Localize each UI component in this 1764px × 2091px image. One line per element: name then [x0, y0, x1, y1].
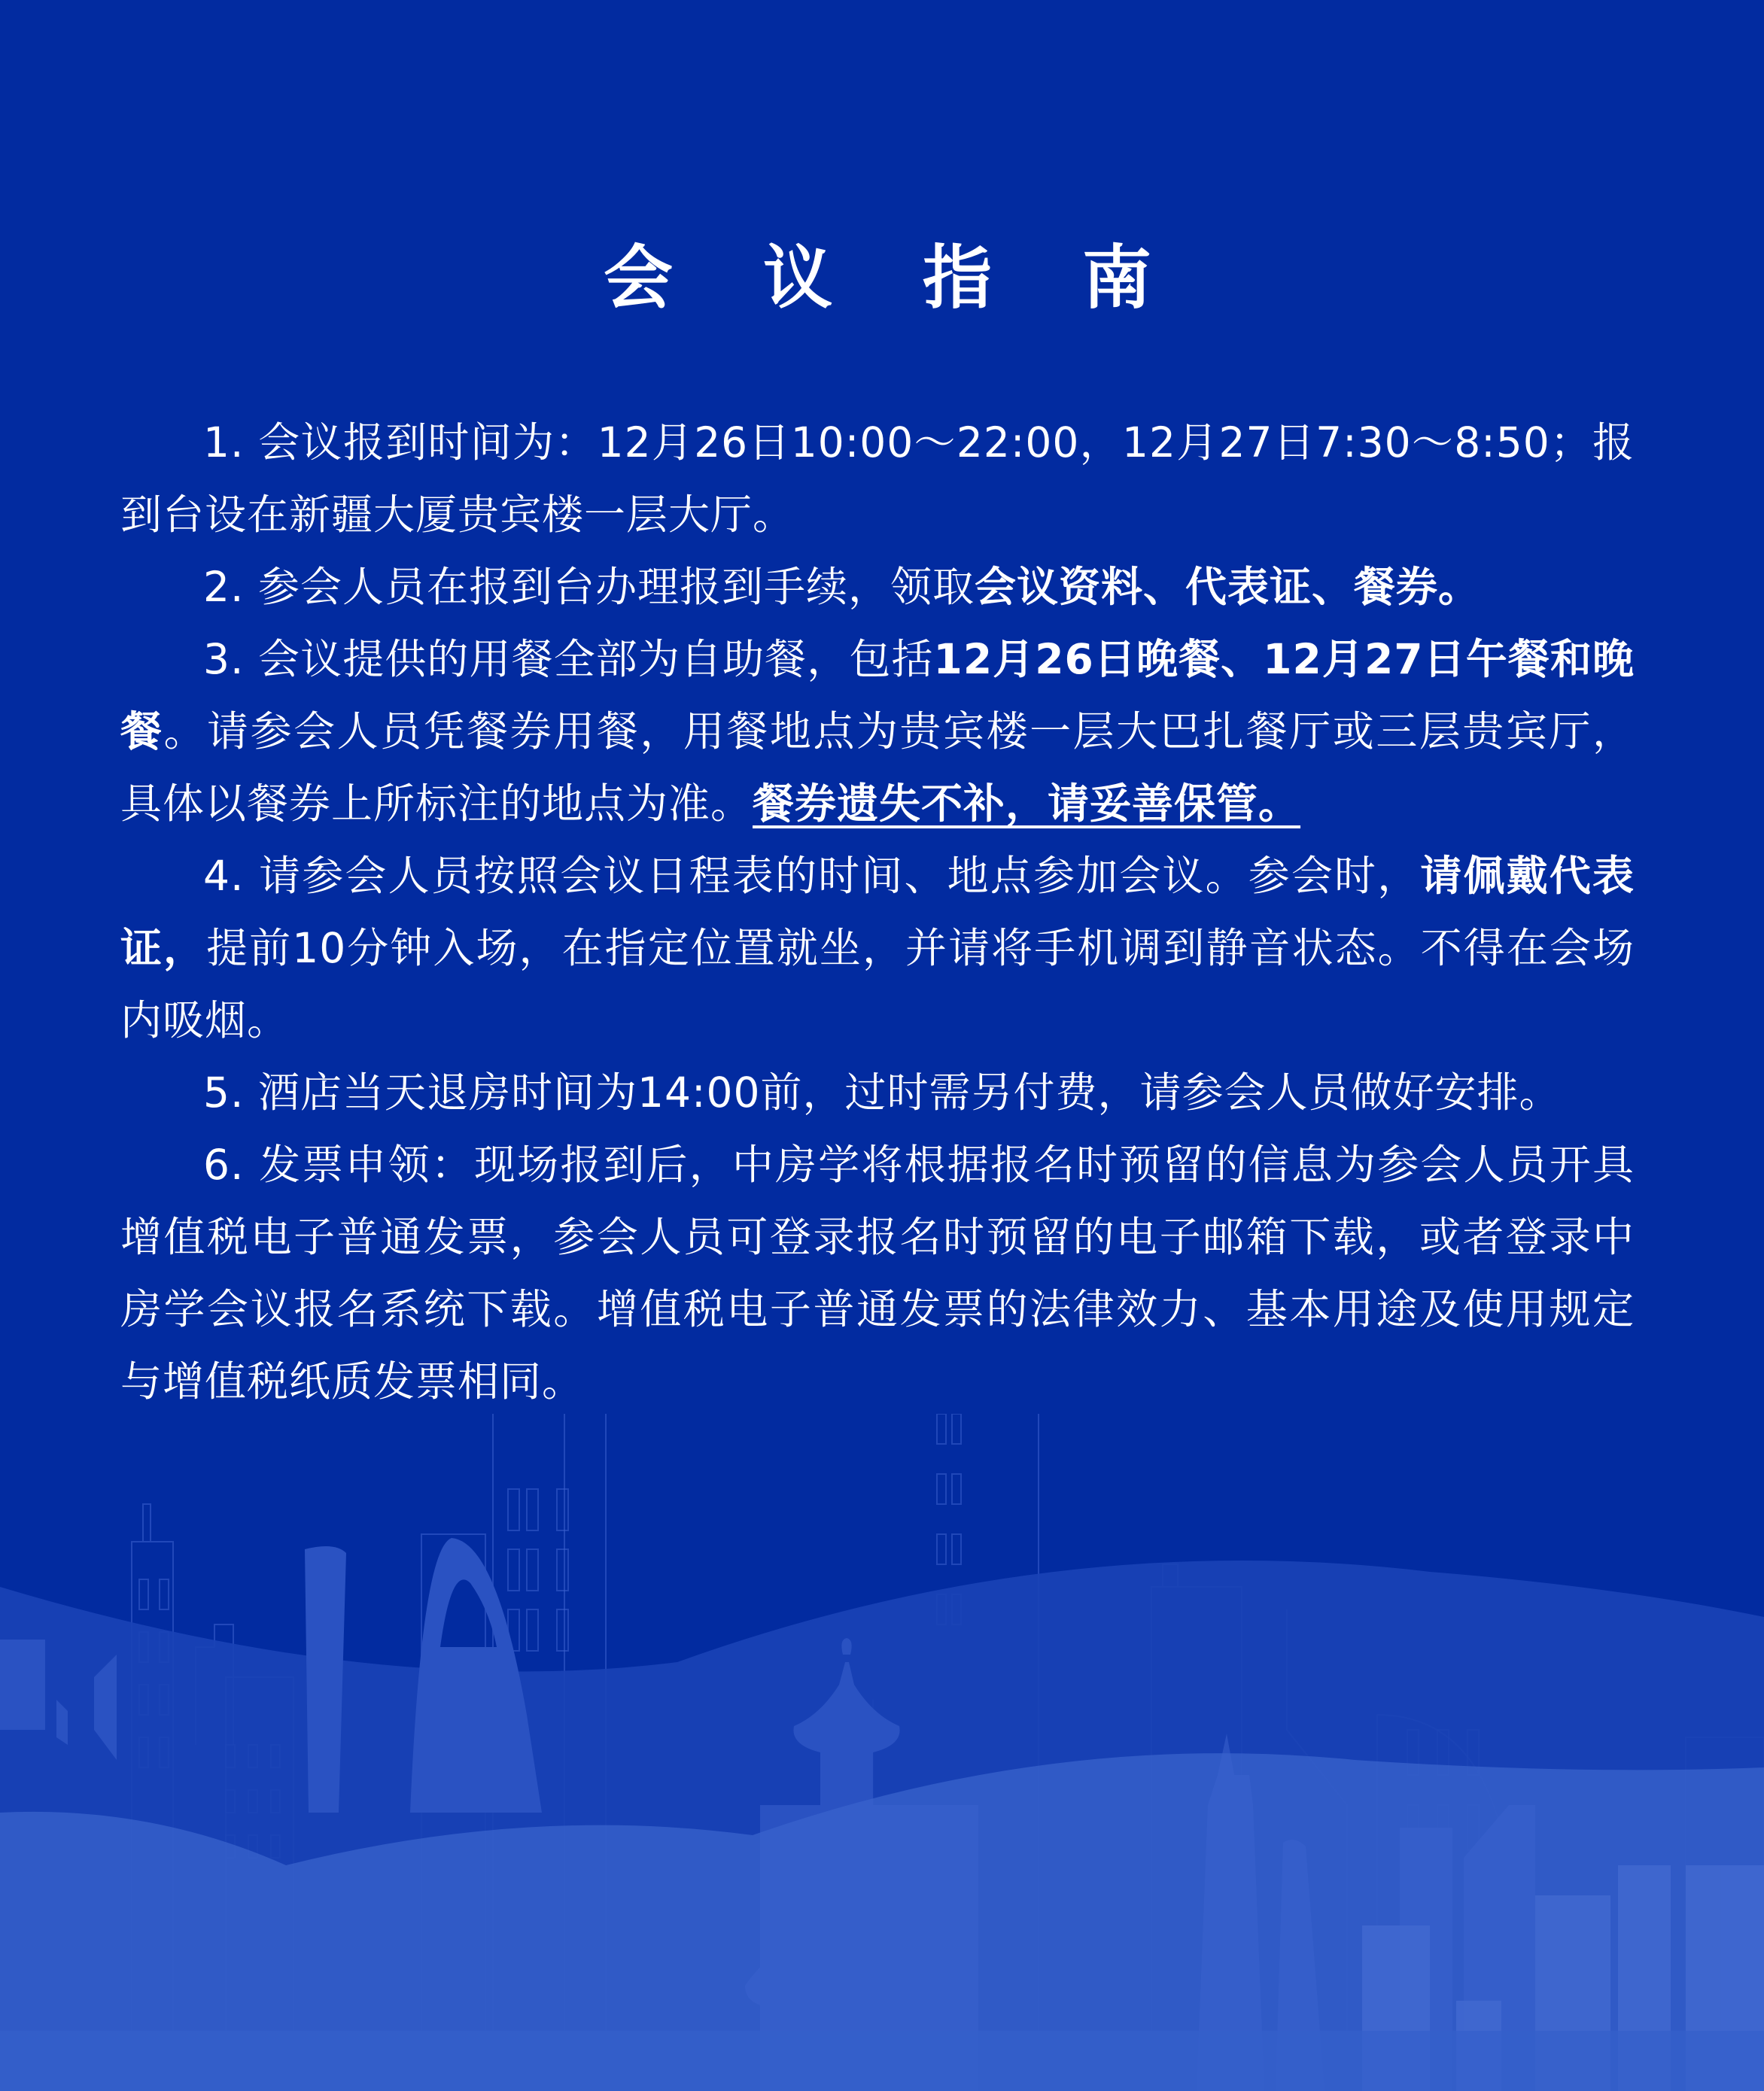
guide-item-4-text: 4. 请参会人员按照会议日程表的时间、地点参加会议。参会时，	[203, 852, 1421, 900]
guide-item-2-text: 2. 参会人员在报到台办理报到手续，领取	[203, 563, 975, 611]
guide-item-4	[120, 840, 1635, 1056]
guide-item-1	[120, 406, 1635, 551]
guide-item-5	[120, 1056, 1635, 1129]
guide-item-2-highlight: 会议资料、代表证、餐券。	[974, 563, 1480, 611]
guide-item-4-rules-text: 提前10分钟入场，在指定位置就坐，并请将手机调到静音状态。不得在会场内吸烟。	[120, 924, 1635, 1044]
city-skyline-illustration	[0, 1414, 1764, 2091]
guide-item-2	[120, 551, 1635, 623]
guide-item-3-meals-highlight: 12月26日晚餐、12月27日午餐和晚餐	[120, 635, 1635, 755]
guide-item-3	[120, 623, 1635, 840]
guide-item-3-text: 3. 会议提供的用餐全部为自助餐，包括	[203, 635, 934, 683]
guide-item-5-text: 5. 酒店当天退房时间为14:00前，过时需另付费，请参会人员做好安排。	[203, 1068, 1562, 1117]
guide-body	[120, 406, 1635, 1418]
guide-item-3-location-text: 。请参会人员凭餐券用餐，用餐地点为贵宾楼一层大巴扎餐厅或三层贵宾厅，具体以餐券上所标注的地点为准。	[120, 707, 1635, 828]
guide-item-6-text: 6. 发票申领：现场报到后，中房学将根据报名时预留的信息为参会人员开具增值税电子普通发票，参会人员可登录报名时预留的电子邮箱下载，或者登录中房学会议报名系统下载。增值税电子普通发票的法律效力、基本用途及使用规定与增值税纸质发票相同。	[120, 1141, 1635, 1406]
guide-item-4-highlight: 请佩戴代表证，	[120, 852, 1635, 972]
guide-item-3-warning: 餐券遗失不补，请妥善保管。	[753, 780, 1301, 828]
guide-item-6	[120, 1129, 1635, 1418]
guide-item-1-text: 1. 会议报到时间为：12月26日10:00～22:00，12月27日7:30～8:50；报到台设在新疆大厦贵宾楼一层大厅。	[120, 418, 1635, 539]
page-title: 会 议 指 南	[603, 238, 1185, 318]
